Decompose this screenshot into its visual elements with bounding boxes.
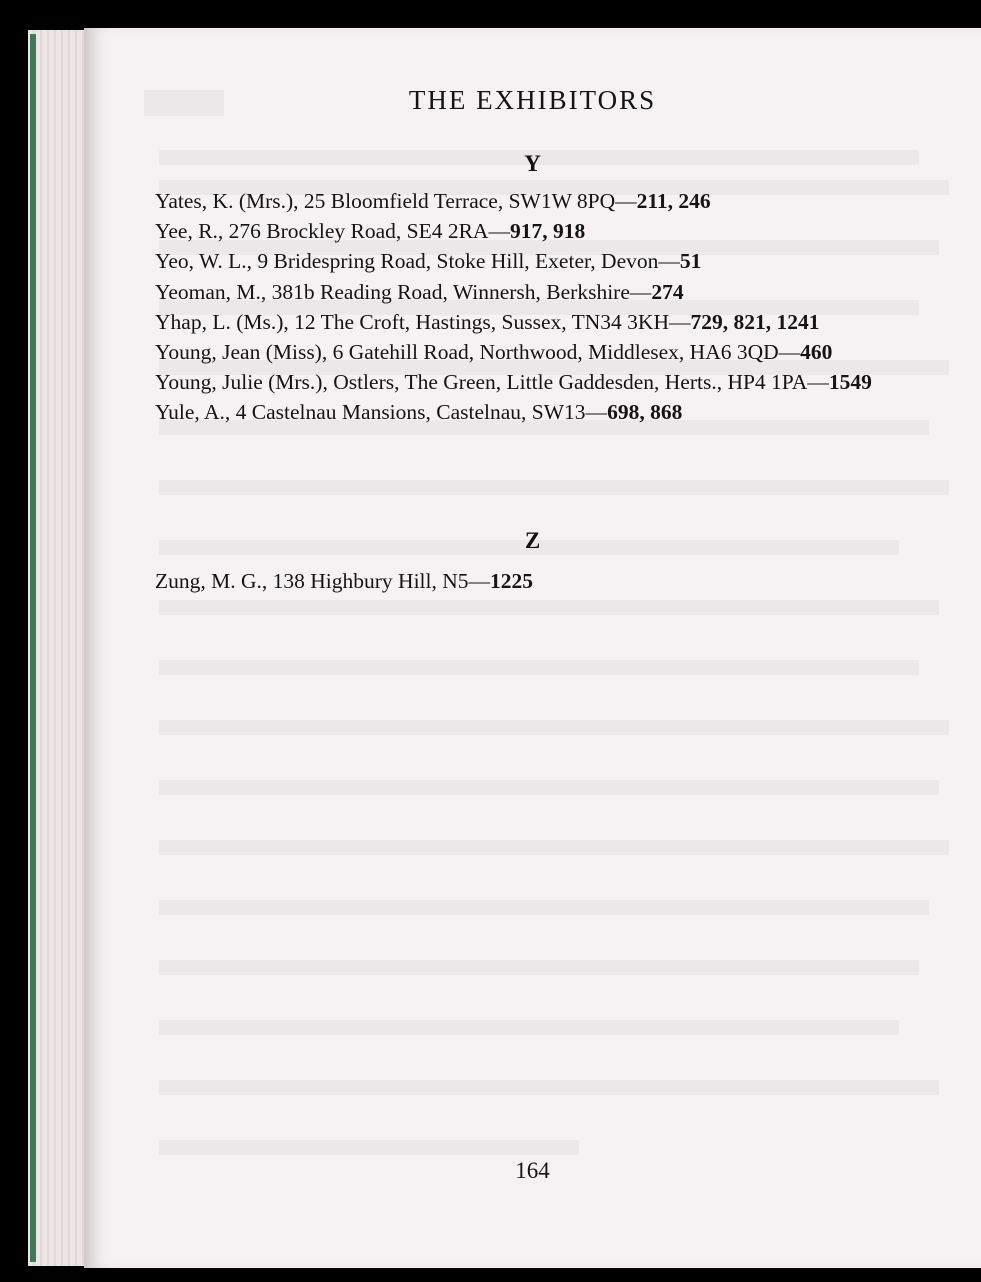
entry-yates: Yates, K. (Mrs.), 25 Bloomfield Terrace, SW1W 8PQ—211, 246 <box>155 189 711 213</box>
entry-yule: Yule, A., 4 Castelnau Mansions, Castelnau, SW13—698, 868 <box>155 400 683 425</box>
entry-yeo: Yeo, W. L., 9 Bridespring Road, Stoke Hill, Exeter, Devon—51 <box>155 249 702 274</box>
section-letter-y: Y <box>524 151 541 176</box>
entry-yee: Yee, R., 276 Brockley Road, SE4 2RA—917, 918 <box>155 219 586 244</box>
entries-y <box>155 186 931 428</box>
entry-young-jean: Young, Jean (Miss), 6 Gatehill Road, Northwood, Middlesex, HA6 3QD—460 <box>155 340 833 365</box>
section-letter-z: Z <box>524 528 541 553</box>
book-page <box>84 28 981 1268</box>
entry-young-julie: Young, Julie (Mrs.), Ostlers, The Green, Little Gaddesden, Herts., HP4 1PA—1549 <box>155 370 872 395</box>
entry-yhap: Yhap, L. (Ms.), 12 The Croft, Hastings, Sussex, TN34 3KH—729, 821, 1241 <box>155 309 820 334</box>
entry-yeoman: Yeoman, M., 381b Reading Road, Winnersh, Berkshire—274 <box>155 279 684 304</box>
running-head: THE EXHIBITORS <box>408 85 657 115</box>
entries-z <box>155 566 931 596</box>
book-cover-edge <box>30 34 36 1262</box>
entry-zung: Zung, M. G., 138 Highbury Hill, N5—1225 <box>155 569 534 593</box>
page-number: 164 <box>515 1158 550 1183</box>
